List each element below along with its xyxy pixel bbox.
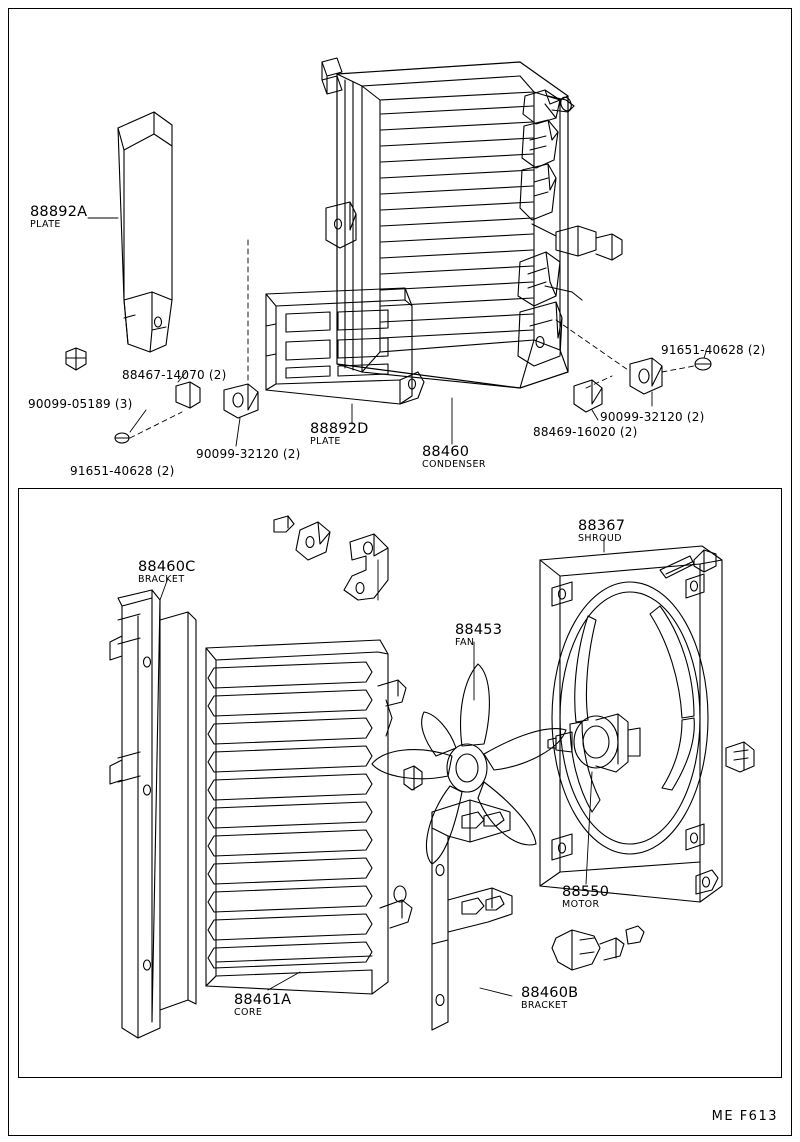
label-88892d-sub: PLATE	[310, 436, 341, 448]
label-88460-number: 88460	[422, 444, 470, 460]
label-88453-sub: FAN	[455, 637, 475, 649]
label-88453	[455, 623, 502, 648]
label-91651-40628-right	[661, 344, 766, 357]
lower-panel-border	[18, 488, 782, 1078]
label-88460c-sub: BRACKET	[138, 574, 185, 586]
label-90099-32120-right-number: 90099-32120 (2)	[600, 410, 705, 424]
label-88460b-sub: BRACKET	[521, 1000, 568, 1012]
label-88460	[422, 445, 486, 470]
label-88550-sub: MOTOR	[562, 899, 600, 911]
label-88892d-number: 88892D	[310, 421, 369, 437]
label-88367	[578, 519, 625, 544]
label-88367-sub: SHROUD	[578, 533, 622, 545]
label-88467-14070	[122, 369, 227, 382]
label-90099-32120-left	[196, 448, 301, 461]
label-90099-05189-number: 90099-05189 (3)	[28, 397, 133, 411]
diagram-footer-code: ME F613	[711, 1109, 778, 1124]
label-88461a-sub: CORE	[234, 1007, 263, 1019]
label-88460b-number: 88460B	[521, 985, 579, 1001]
label-91651-40628-left-number: 91651-40628 (2)	[70, 464, 175, 478]
label-88461a	[234, 993, 291, 1018]
label-88460c	[138, 560, 195, 585]
label-88892a-number: 88892A	[30, 204, 88, 220]
label-88367-number: 88367	[578, 518, 626, 534]
label-88550	[562, 885, 609, 910]
label-88892a-sub: PLATE	[30, 219, 61, 231]
label-90099-05189	[28, 398, 133, 411]
label-88892d	[310, 422, 369, 447]
label-91651-40628-right-number: 91651-40628 (2)	[661, 343, 766, 357]
label-88469-16020	[533, 426, 638, 439]
label-88892a	[30, 205, 87, 230]
label-88461a-number: 88461A	[234, 992, 292, 1008]
label-91651-40628-left	[70, 465, 175, 478]
label-88453-number: 88453	[455, 622, 503, 638]
label-88469-16020-number: 88469-16020 (2)	[533, 425, 638, 439]
label-88460b	[521, 986, 578, 1011]
label-90099-32120-left-number: 90099-32120 (2)	[196, 447, 301, 461]
label-88550-number: 88550	[562, 884, 610, 900]
label-88460c-number: 88460C	[138, 559, 196, 575]
label-88467-14070-number: 88467-14070 (2)	[122, 368, 227, 382]
label-88460-sub: CONDENSER	[422, 459, 486, 471]
label-90099-32120-right	[600, 411, 705, 424]
